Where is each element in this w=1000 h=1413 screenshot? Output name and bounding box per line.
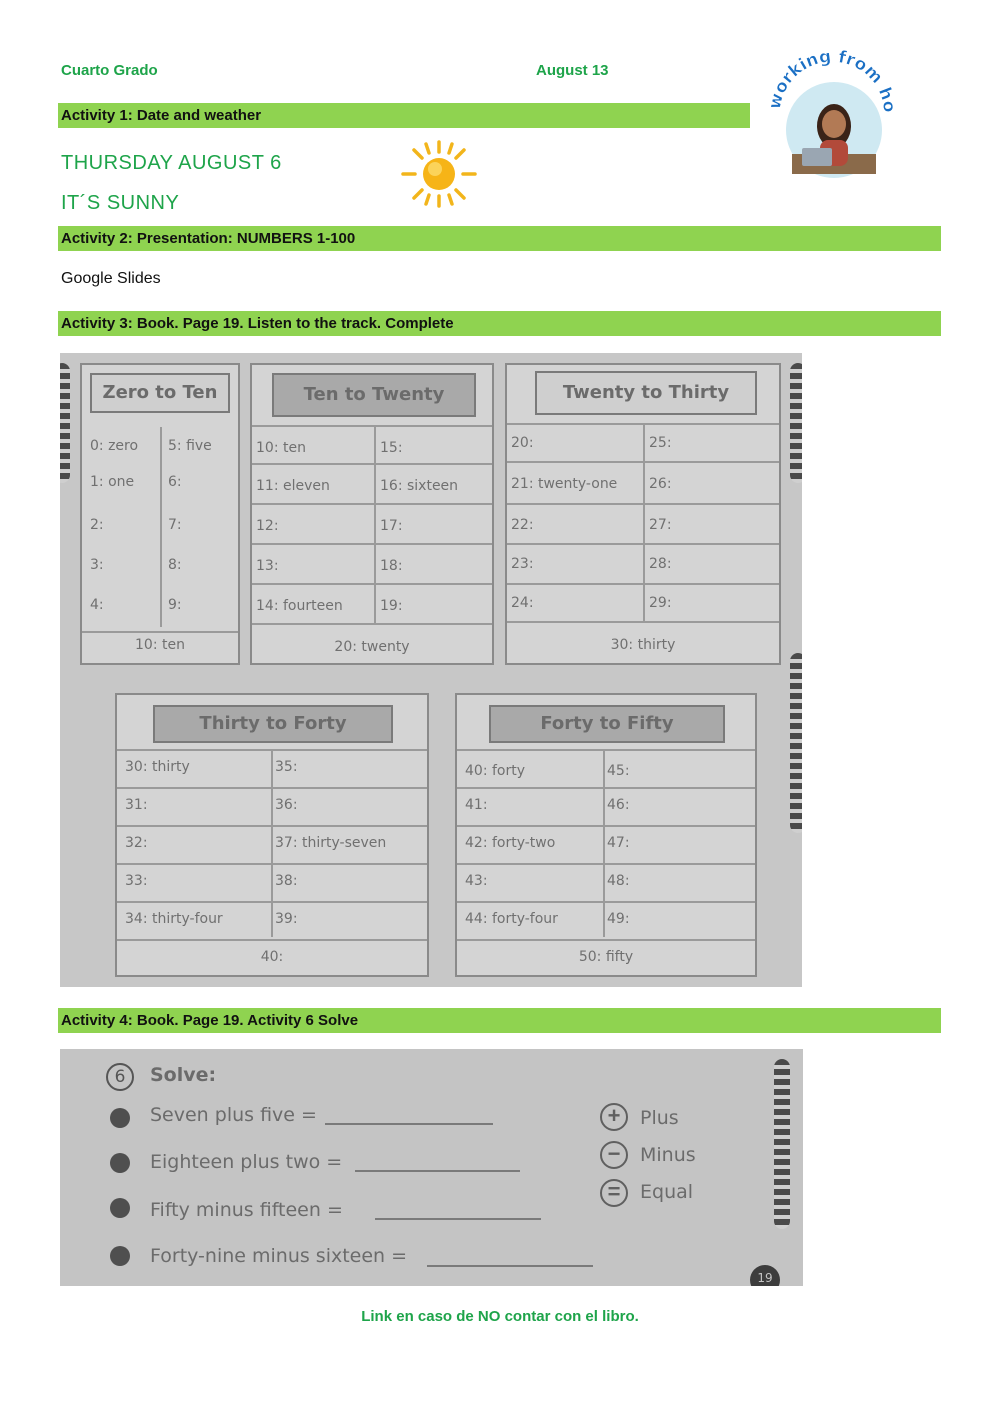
table-cell: 25: bbox=[649, 435, 672, 451]
table-cell: 23: bbox=[511, 556, 534, 572]
solve-item: Forty-nine minus sixteen = bbox=[150, 1245, 408, 1267]
table-cell: 48: bbox=[607, 873, 630, 889]
table-footer: 10: ten bbox=[135, 637, 185, 653]
table-cell: 6: bbox=[168, 474, 182, 490]
binding-dots bbox=[774, 1059, 790, 1229]
table-cell: 49: bbox=[607, 911, 630, 927]
answer-blank[interactable] bbox=[355, 1170, 520, 1172]
table-cell: 18: bbox=[380, 558, 403, 574]
table-cell: 46: bbox=[607, 797, 630, 813]
equal-icon: = bbox=[600, 1179, 628, 1207]
numbers-table bbox=[80, 363, 240, 665]
table-cell: 7: bbox=[168, 517, 182, 533]
table-cell: 3: bbox=[90, 557, 104, 573]
table-cell: 0: zero bbox=[90, 438, 139, 454]
table-cell: 9: bbox=[168, 597, 182, 613]
table-cell: 19: bbox=[380, 598, 403, 614]
table-cell: 12: bbox=[256, 518, 279, 534]
table-cell: 39: bbox=[275, 911, 298, 927]
solve-worksheet-photo bbox=[60, 1049, 803, 1286]
solve-item: Eighteen plus two = bbox=[150, 1151, 343, 1173]
numbers-worksheet-photo bbox=[60, 353, 802, 987]
table-cell: 40: forty bbox=[465, 763, 526, 779]
legend-label: Equal bbox=[640, 1181, 694, 1203]
table-footer: 50: fifty bbox=[578, 949, 634, 965]
table-cell: 22: bbox=[511, 517, 534, 533]
table-cell: 8: bbox=[168, 557, 182, 573]
table-cell: 45: bbox=[607, 763, 630, 779]
answer-blank[interactable] bbox=[427, 1265, 593, 1267]
numbers-table bbox=[455, 693, 757, 977]
answer-blank[interactable] bbox=[325, 1123, 493, 1125]
table-title: Ten to Twenty bbox=[272, 373, 476, 417]
plus-icon: + bbox=[600, 1103, 628, 1131]
activity-3-bar bbox=[58, 311, 941, 336]
table-cell: 17: bbox=[380, 518, 403, 534]
activity-2-bar bbox=[58, 226, 941, 251]
table-cell: 43: bbox=[465, 873, 488, 889]
table-cell: 34: thirty-four bbox=[125, 911, 223, 927]
book-link[interactable]: Link en caso de NO contar con el libro. bbox=[361, 1308, 639, 1325]
avatar-icon bbox=[762, 44, 902, 184]
table-cell: 47: bbox=[607, 835, 630, 851]
activity-2-title: Activity 2: Presentation: NUMBERS 1-100 bbox=[61, 230, 356, 247]
badge-text: working from ho bbox=[764, 46, 900, 114]
table-cell: 4: bbox=[90, 597, 104, 613]
table-cell: 35: bbox=[275, 759, 298, 775]
table-cell: 41: bbox=[465, 797, 488, 813]
table-cell: 26: bbox=[649, 476, 672, 492]
table-title: Thirty to Forty bbox=[153, 705, 393, 743]
table-cell: 30: thirty bbox=[125, 759, 190, 775]
table-cell: 14: fourteen bbox=[256, 598, 343, 614]
grade-label: Cuarto Grado bbox=[61, 62, 158, 79]
table-cell: 2: bbox=[90, 517, 104, 533]
table-footer: 30: thirty bbox=[610, 637, 676, 653]
legend-label: Plus bbox=[640, 1107, 679, 1129]
table-cell: 27: bbox=[649, 517, 672, 533]
table-cell: 20: bbox=[511, 435, 534, 451]
table-cell: 28: bbox=[649, 556, 672, 572]
table-cell: 36: bbox=[275, 797, 298, 813]
answer-blank[interactable] bbox=[375, 1218, 541, 1220]
solve-item: Seven plus five = bbox=[150, 1104, 317, 1126]
table-cell: 24: bbox=[511, 595, 534, 611]
binding-dots bbox=[60, 363, 70, 483]
numbers-table bbox=[505, 363, 781, 665]
table-footer: 20: twenty bbox=[334, 639, 410, 655]
table-cell: 16: sixteen bbox=[380, 478, 459, 494]
table-cell: 13: bbox=[256, 558, 279, 574]
date-label: August 13 bbox=[536, 62, 609, 79]
activity-1-bar bbox=[58, 103, 750, 128]
working-from-home-badge bbox=[762, 44, 902, 184]
minus-icon: − bbox=[600, 1141, 628, 1169]
numbers-table bbox=[250, 363, 494, 665]
google-slides-link[interactable]: Google Slides bbox=[61, 270, 161, 287]
table-cell: 15: bbox=[380, 440, 403, 456]
table-cell: 38: bbox=[275, 873, 298, 889]
weather-line: IT´S SUNNY bbox=[61, 192, 180, 214]
table-cell: 21: twenty-one bbox=[511, 476, 618, 492]
table-cell: 44: forty-four bbox=[465, 911, 558, 927]
bullet-icon bbox=[110, 1198, 130, 1218]
exercise-number: 6 bbox=[106, 1063, 134, 1091]
table-cell: 42: forty-two bbox=[465, 835, 556, 851]
table-cell: 5: five bbox=[168, 438, 212, 454]
bullet-icon bbox=[110, 1246, 130, 1266]
activity-4-bar bbox=[58, 1008, 941, 1033]
table-title: Forty to Fifty bbox=[489, 705, 725, 743]
solve-heading: Solve: bbox=[150, 1064, 217, 1086]
table-cell: 29: bbox=[649, 595, 672, 611]
table-cell: 32: bbox=[125, 835, 148, 851]
binding-dots bbox=[790, 363, 802, 483]
table-cell: 10: ten bbox=[256, 440, 306, 456]
table-cell: 37: thirty-seven bbox=[275, 835, 387, 851]
activity-3-title: Activity 3: Book. Page 19. Listen to the track. Complete bbox=[61, 315, 454, 332]
table-title: Zero to Ten bbox=[90, 373, 230, 413]
table-cell: 1: one bbox=[90, 474, 135, 490]
table-cell: 31: bbox=[125, 797, 148, 813]
table-footer: 40: bbox=[260, 949, 284, 965]
table-cell: 33: bbox=[125, 873, 148, 889]
numbers-table bbox=[115, 693, 429, 977]
bullet-icon bbox=[110, 1153, 130, 1173]
page-number-badge: 19 bbox=[750, 1265, 780, 1286]
table-cell: 11: eleven bbox=[256, 478, 330, 494]
legend-label: Minus bbox=[640, 1144, 696, 1166]
table-title: Twenty to Thirty bbox=[535, 371, 757, 415]
activity-4-title: Activity 4: Book. Page 19. Activity 6 Solve bbox=[61, 1012, 359, 1029]
sun-icon bbox=[398, 138, 480, 210]
day-line: THURSDAY AUGUST 6 bbox=[61, 152, 282, 174]
solve-item: Fifty minus fifteen = bbox=[150, 1199, 343, 1221]
binding-dots bbox=[790, 653, 802, 833]
activity-1-title: Activity 1: Date and weather bbox=[61, 107, 262, 124]
bullet-icon bbox=[110, 1108, 130, 1128]
